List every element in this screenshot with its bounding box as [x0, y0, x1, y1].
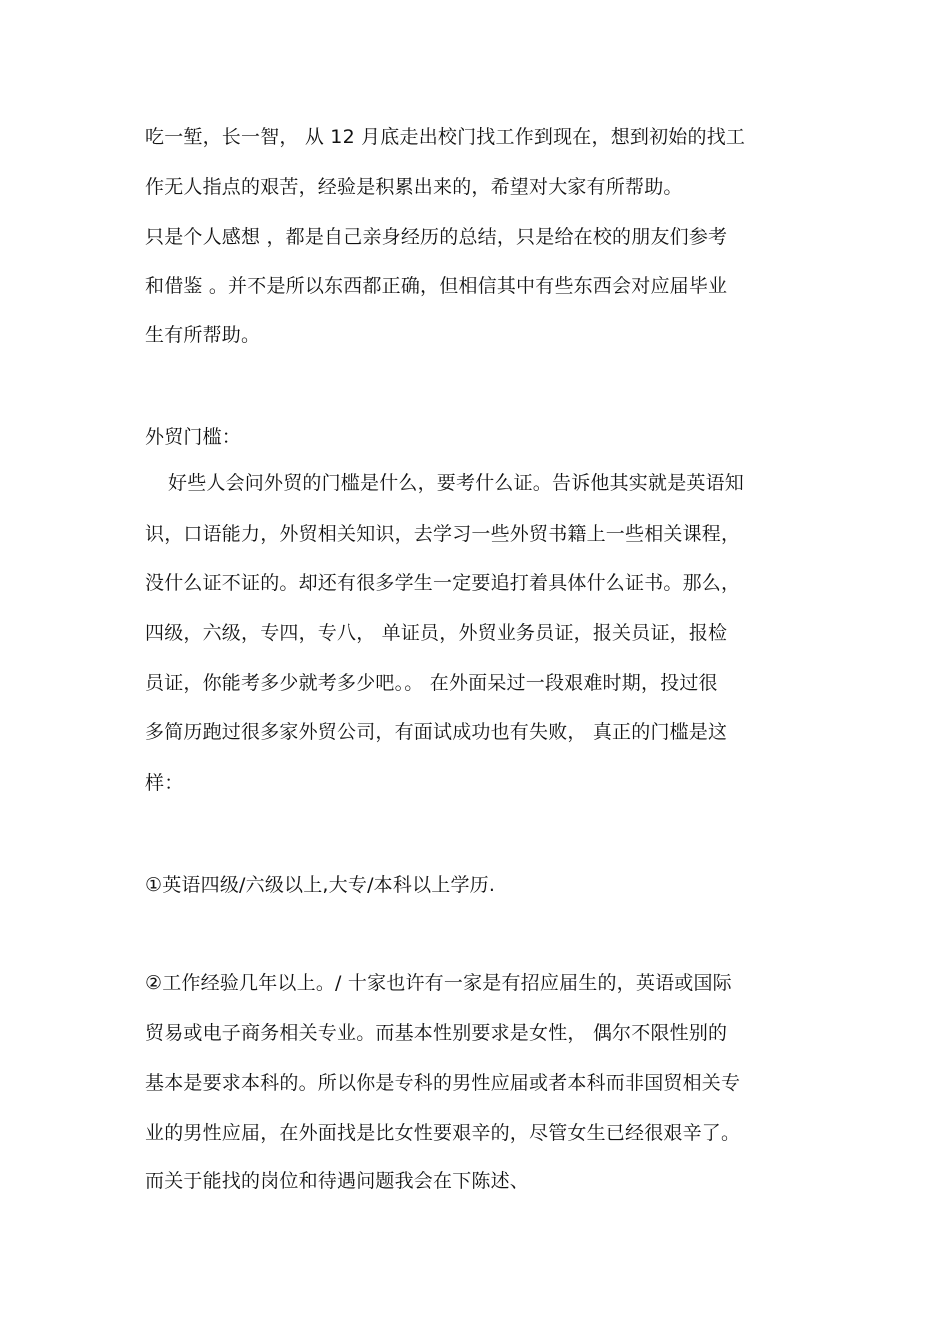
requirement-item-2-line-1: ②工作经验几年以上。/ 十家也许有一家是有招应届生的，英语或国际 — [145, 972, 732, 994]
requirement-item-2-line-3: 基本是要求本科的。所以你是专科的男性应届或者本科而非国贸相关专 — [145, 1072, 741, 1094]
section-heading: 外贸门槛： — [145, 426, 242, 448]
intro-line-4: 和借鉴 。并不是所以东西都正确，但相信其中有些东西会对应届毕业 — [145, 275, 728, 297]
requirement-item-2-line-2: 贸易或电子商务相关专业。而基本性别要求是女性， 偶尔不限性别的 — [145, 1022, 728, 1044]
requirement-item-2-line-5: 而关于能找的岗位和待遇问题我会在下陈述、 — [145, 1170, 530, 1192]
intro-line-2: 作无人指点的艰苦，经验是积累出来的，希望对大家有所帮助。 — [145, 176, 683, 198]
threshold-line-1: 好些人会问外贸的门槛是什么，要考什么证。告诉他其实就是英语知 — [168, 472, 745, 494]
threshold-line-2: 识，口语能力，外贸相关知识，去学习一些外贸书籍上一些相关课程， — [145, 523, 741, 545]
threshold-line-6: 多简历跑过很多家外贸公司，有面试成功也有失败， 真正的门槛是这 — [145, 721, 728, 743]
requirement-item-2-line-4: 业的男性应届，在外面找是比女性要艰辛的，尽管女生已经很艰辛了。 — [145, 1122, 741, 1144]
requirement-item-1: ①英语四级/六级以上,大专/本科以上学历. — [145, 874, 496, 896]
intro-line-5: 生有所帮助。 — [145, 324, 261, 346]
threshold-line-5: 员证，你能考多少就考多少吧。。 在外面呆过一段艰难时期，投过很 — [145, 672, 718, 694]
threshold-line-3: 没什么证不证的。却还有很多学生一定要追打着具体什么证书。那么， — [145, 572, 741, 594]
intro-line-1: 吃一堑，长一智， 从 12 月底走出校门找工作到现在，想到初始的找工 — [145, 126, 746, 148]
threshold-line-7: 样： — [145, 772, 184, 794]
threshold-line-4: 四级，六级，专四，专八， 单证员，外贸业务员证，报关员证，报检 — [145, 622, 728, 644]
intro-line-3: 只是个人感想 ，都是自己亲身经历的总结，只是给在校的朋友们参考 — [145, 226, 728, 248]
